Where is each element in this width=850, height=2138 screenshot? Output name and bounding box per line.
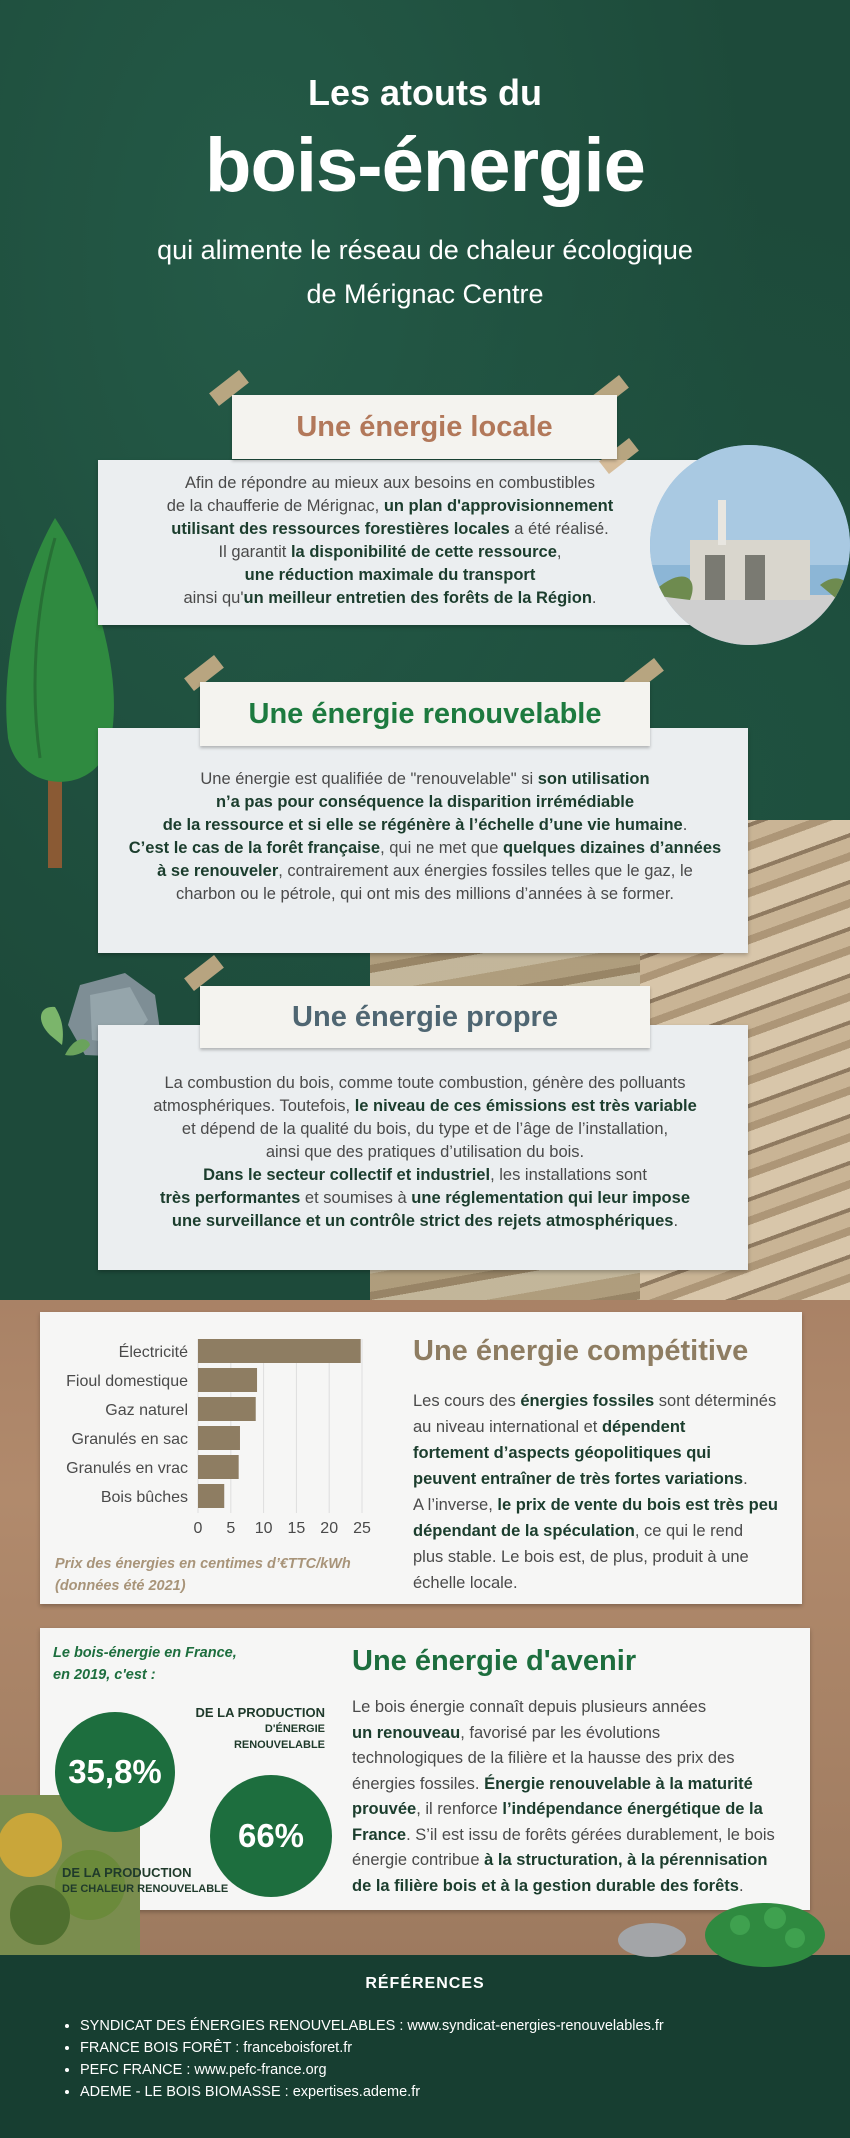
bold-segment: son utilisation (537, 770, 650, 788)
text-segment: , contrairement aux énergies fossiles telles que le gaz, le (278, 862, 693, 880)
stat2-label: DE LA PRODUCTION DE CHALEUR RENOUVELABLE (62, 1865, 229, 1895)
bold-segment: une surveillance et un contrôle strict des rejets atmosphériques (171, 1212, 674, 1230)
text-segment: Il garantit (218, 543, 291, 561)
bold-segment: la disponibilité de cette ressource (290, 543, 557, 561)
text-line (110, 1187, 740, 1210)
text-segment: plus stable. Le bois est, de plus, produit à une (413, 1548, 749, 1566)
category-label: Gaz naturel (105, 1402, 188, 1419)
reference-item: • FRANCE BOIS FORÊT : franceboisforet.fr (80, 2037, 840, 2059)
text-line (110, 814, 740, 837)
text-line (130, 564, 650, 587)
reference-item: • ADEME - LE BOIS BIOMASSE : expertises.ademe.fr (80, 2081, 840, 2103)
reference-item: • SYNDICAT DES ÉNERGIES RENOUVELABLES : www.syndicat-energies-renouvelables.fr (80, 2015, 840, 2037)
text-segment: , favorisé par les évolutions (460, 1723, 661, 1742)
renouvelable-text (110, 768, 740, 906)
text-line (110, 860, 740, 883)
bold-segment: très performantes (160, 1189, 301, 1207)
text-segment: , les installations sont (490, 1166, 647, 1184)
text-segment: technologiques de la filière et la hausse des prix des (352, 1749, 735, 1767)
competitive-text (413, 1388, 793, 1596)
text-line (352, 1695, 802, 1721)
avenir-intro: Le bois-énergie en France, en 2019, c'est : (53, 1645, 237, 1683)
bold-segment: utilisant des ressources forestières locales (171, 520, 510, 538)
text-segment: atmosphériques. Toutefois, (153, 1097, 355, 1115)
renouvelable-title: Une énergie renouvelable (200, 682, 650, 746)
bold-segment: de la filière bois et à la gestion durable des forêts (352, 1876, 739, 1895)
text-segment: a été réalisé. (509, 520, 609, 538)
bold-segment: un renouveau (352, 1723, 461, 1742)
text-segment: Une énergie est qualifiée de "renouvelable" si (200, 770, 538, 788)
bold-segment: une réglementation qui leur impose (411, 1189, 690, 1207)
bold-segment: de la ressource et si elle se régénère à l’échelle d’une vie humaine (162, 816, 683, 834)
text-line (110, 883, 740, 906)
category-label: Bois bûches (100, 1489, 188, 1506)
text-segment: . (682, 816, 688, 834)
bold-segment: le niveau de ces émissions est très variable (354, 1097, 697, 1115)
text-segment: ainsi que des pratiques d’utilisation du bois. (265, 1143, 585, 1161)
text-line (110, 1164, 740, 1187)
text-segment: , ce qui le rend (634, 1522, 744, 1540)
bold-segment: le prix de vente du bois est très peu (497, 1496, 778, 1514)
text-segment: échelle locale. (413, 1574, 518, 1592)
avenir-text (352, 1695, 802, 1899)
bar (198, 1455, 239, 1479)
text-segment: énergie contribue (352, 1851, 485, 1869)
text-segment: Le bois énergie connaît depuis plusieurs années (352, 1698, 707, 1716)
text-line (130, 587, 650, 610)
reference-item: • PEFC FRANCE : www.pefc-france.org (80, 2059, 840, 2081)
x-tick-label: 5 (226, 1520, 236, 1537)
text-line (352, 1721, 802, 1747)
text-segment: La combustion du bois, comme toute combustion, génère des polluants (164, 1074, 686, 1092)
text-segment: . S’il est issu de forêts gérées durablement, le bois (406, 1825, 775, 1844)
bold-segment: prouvée (352, 1800, 417, 1818)
bold-segment: à la structuration, à la pérennisation (484, 1851, 768, 1869)
green-bush-decoration (700, 1890, 830, 1970)
bar (198, 1397, 256, 1421)
chart-caption-line2: (données été 2021) (55, 1578, 186, 1594)
bold-segment: une réduction maximale du transport (244, 566, 536, 584)
header-title: bois-énergie (205, 123, 645, 208)
header-line1: Les atouts du (307, 72, 543, 113)
bold-segment: dépendent (601, 1418, 686, 1436)
grey-stone-decoration (615, 1918, 690, 1958)
local-text (130, 472, 650, 610)
bold-segment: un meilleur entretien des forêts de la Région (243, 589, 592, 607)
text-segment: de la chaufferie de Mérignac, (166, 497, 384, 515)
text-line (352, 1797, 802, 1823)
chart-caption (55, 1553, 351, 1597)
bar (198, 1426, 240, 1450)
text-segment: ainsi qu' (183, 589, 244, 607)
x-tick-label: 25 (353, 1520, 371, 1537)
competitive-title: Une énergie compétitive (413, 1335, 749, 1367)
text-line (130, 495, 650, 518)
text-line (130, 541, 650, 564)
text-segment: , il renforce (416, 1800, 503, 1818)
avenir-title: Une énergie d'avenir (352, 1645, 637, 1677)
text-line (413, 1466, 793, 1492)
x-tick-label: 10 (254, 1520, 273, 1537)
bold-segment: Dans le secteur collectif et industriel (203, 1166, 491, 1184)
bold-segment: dépendant de la spéculation (413, 1522, 635, 1540)
references-title: RÉFÉRENCES (365, 1975, 485, 1992)
text-line (413, 1440, 793, 1466)
bold-segment: quelques dizaines d’années (502, 839, 722, 857)
propre-title: Une énergie propre (200, 986, 650, 1048)
text-line (413, 1388, 793, 1414)
text-line (352, 1823, 802, 1849)
text-segment: . (591, 589, 597, 607)
text-line (110, 768, 740, 791)
chart-caption-line1: Prix des énergies en centimes d’€TTC/kWh (55, 1556, 351, 1572)
text-line (110, 1095, 740, 1118)
text-line (130, 518, 650, 541)
bar (198, 1484, 224, 1508)
text-line (110, 1072, 740, 1095)
bold-segment: n’a pas pour conséquence la disparition irrémédiable (215, 793, 635, 811)
references-list (40, 2015, 840, 2103)
text-line (110, 791, 740, 814)
text-line (352, 1746, 802, 1772)
bold-segment: fortement d’aspects géopolitiques qui (413, 1444, 711, 1462)
text-line (413, 1492, 793, 1518)
text-line (413, 1518, 793, 1544)
text-segment: charbon ou le pétrole, qui ont mis des millions d’années à se former. (175, 885, 675, 903)
propre-text (110, 1072, 740, 1233)
header-subtitle: qui alimente le réseau de chaleur écologique de Mérignac Centre (157, 235, 693, 309)
text-segment: A l’inverse, (413, 1496, 498, 1514)
category-label: Fioul domestique (66, 1373, 188, 1390)
bold-segment: à se renouveler (157, 862, 279, 880)
text-segment: Les cours des (413, 1392, 521, 1410)
bold-segment: l’indépendance énergétique de la (502, 1800, 763, 1818)
x-tick-label: 0 (193, 1520, 203, 1537)
local-title: Une énergie locale (232, 395, 617, 459)
text-segment: et dépend de la qualité du bois, du type et de l’âge de l’installation, (181, 1120, 669, 1138)
text-segment: . (673, 1212, 679, 1230)
bold-segment: France (352, 1825, 407, 1844)
bold-segment: un plan d'approvisionnement (383, 497, 614, 515)
x-tick-label: 15 (287, 1520, 306, 1537)
bold-segment: Énergie renouvelable à la maturité (484, 1774, 753, 1793)
text-segment: au niveau international et (413, 1418, 602, 1436)
text-segment: sont déterminés (654, 1392, 777, 1410)
text-segment: , (556, 543, 562, 561)
text-line (413, 1570, 793, 1596)
chaufferie-photo (650, 445, 850, 645)
bar (198, 1368, 257, 1392)
text-segment: et soumises à (300, 1189, 412, 1207)
text-line (413, 1414, 793, 1440)
category-label: Granulés en vrac (66, 1460, 188, 1477)
bold-segment: peuvent entraîner de très fortes variations (413, 1470, 744, 1488)
text-line (110, 1210, 740, 1233)
text-segment: . (743, 1470, 748, 1488)
bold-segment: C’est le cas de la forêt française (128, 839, 381, 857)
text-line (413, 1544, 793, 1570)
x-tick-label: 20 (320, 1520, 339, 1537)
text-line (352, 1772, 802, 1798)
text-line (110, 837, 740, 860)
bar (198, 1339, 361, 1363)
text-segment: énergies fossiles. (352, 1774, 485, 1793)
stat1-circle: 35,8% (55, 1712, 175, 1832)
text-segment: Afin de répondre au mieux aux besoins en combustibles (185, 474, 595, 492)
stat1-label: DE LA PRODUCTION D'ÉNERGIE RENOUVELABLE (195, 1705, 325, 1751)
category-label: Granulés en sac (71, 1431, 188, 1448)
text-segment: . (738, 1876, 744, 1895)
text-segment: , qui ne met que (380, 839, 503, 857)
category-label: Électricité (118, 1344, 188, 1361)
text-line (110, 1141, 740, 1164)
text-line (130, 472, 650, 495)
text-line (110, 1118, 740, 1141)
bold-segment: énergies fossiles (520, 1392, 655, 1410)
text-line (352, 1848, 802, 1874)
stat2-circle: 66% (210, 1775, 332, 1897)
